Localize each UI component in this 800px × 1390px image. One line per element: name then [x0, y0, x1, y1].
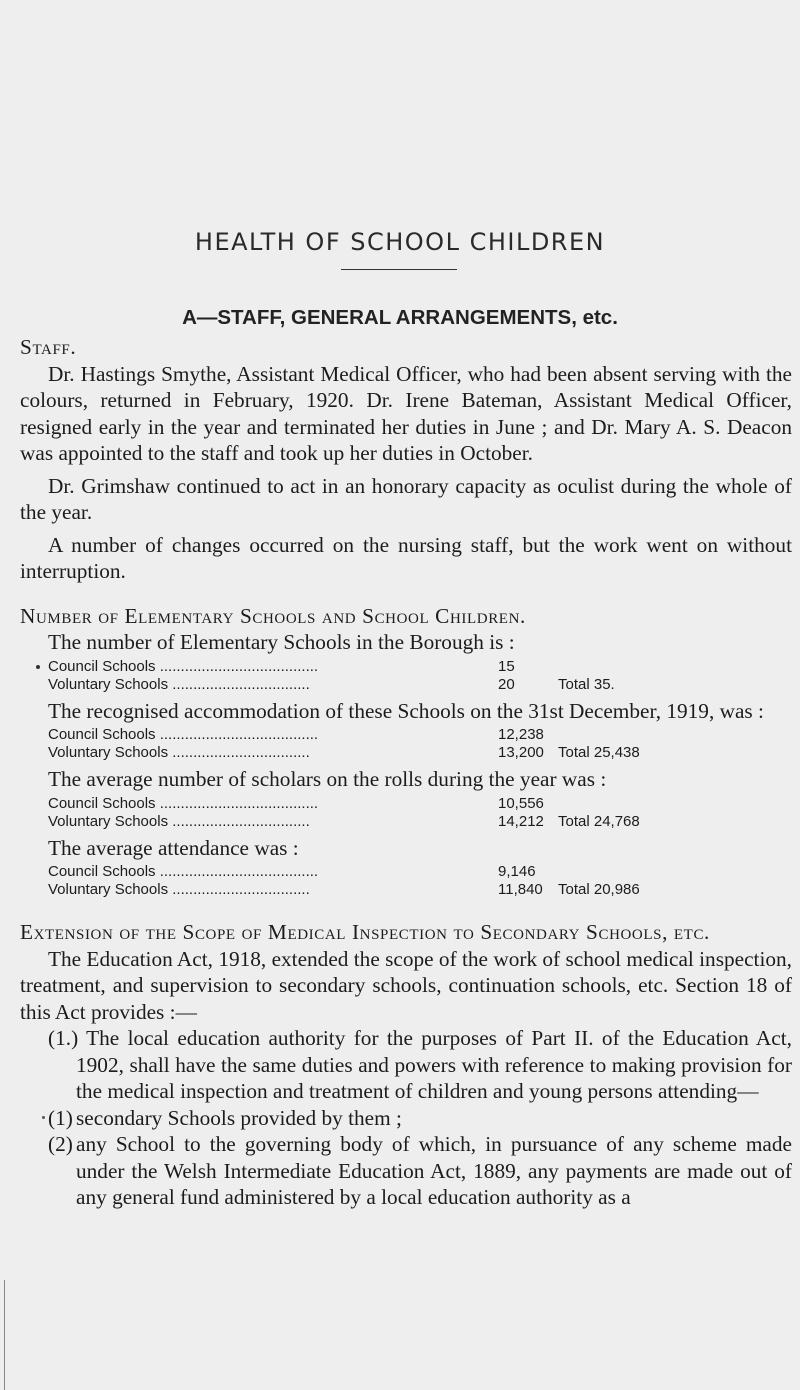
row-label: Council Schools ......................................	[48, 657, 319, 675]
extension-paragraph: The Education Act, 1918, extended the scope of the work of school medical inspection, treatment, and supervision to secondary schools, continuation schools, etc. Section 18 of this Act provides :—	[20, 946, 792, 1024]
row-total: Total 24,768	[558, 812, 640, 830]
row-label: Council Schools ......................................	[48, 794, 319, 812]
row-value: 20	[498, 675, 515, 693]
numbers-heading: Number of Elementary Schools and School Children.	[20, 603, 526, 628]
table-row	[20, 658, 792, 676]
row-value: 11,840	[498, 881, 543, 898]
stray-mark	[42, 1116, 45, 1119]
clause-item: (1.) The local education authority for the purposes of Part II. of the Education Act, 1902, shall have the same duties and powers with reference to making provision for the medical inspection and treatment of children and young persons attending—	[48, 1026, 792, 1103]
scan-edge-mark	[4, 1280, 5, 1390]
table-row	[20, 881, 792, 899]
table-row	[20, 726, 792, 744]
staff-heading: Staff.	[20, 335, 77, 359]
table-row	[20, 863, 792, 881]
block-intro: The average attendance was :	[48, 835, 299, 860]
schools-count-table	[20, 658, 792, 694]
sub-clause-item	[20, 1105, 792, 1132]
scholars-on-rolls-table	[20, 795, 792, 831]
row-total: Total 20,986	[558, 881, 640, 898]
body-text	[20, 334, 792, 1211]
row-label: Voluntary Schools .................................	[48, 744, 310, 761]
sub-clause-item	[20, 1131, 792, 1211]
row-total: Total 25,438	[558, 744, 640, 761]
row-label: Voluntary Schools .................................	[48, 812, 310, 830]
row-value: 13,200	[498, 744, 544, 761]
row-value: 10,556	[498, 794, 544, 812]
staff-paragraph: Dr. Grimshaw continued to act in an honorary capacity as oculist during the whole of the year.	[20, 473, 792, 524]
table-row	[20, 813, 792, 831]
stray-mark	[36, 665, 40, 669]
staff-paragraph: A number of changes occurred on the nursing staff, but the work went on without interruption.	[20, 532, 792, 583]
attendance-table	[20, 863, 792, 899]
table-row	[20, 744, 792, 762]
block-intro: The number of Elementary Schools in the Borough is :	[48, 630, 515, 654]
staff-paragraph: Dr. Hastings Smythe, Assistant Medical Officer, who had been absent serving with the colours, returned in February, 1920. Dr. Irene Bateman, Assistant Medical Officer, resigned early in the year and terminated her duties in June ; and Dr. Mary A. S. Deacon was appointed to the staff and took up her duties in October.	[20, 361, 792, 465]
document-title: HEALTH OF SCHOOL CHILDREN	[194, 228, 606, 256]
row-label: Council Schools ......................................	[48, 726, 319, 743]
row-label: Voluntary Schools .................................	[48, 881, 310, 898]
section-heading: A—STAFF, GENERAL ARRANGEMENTS, etc.	[182, 306, 618, 329]
row-label: Voluntary Schools .................................	[48, 675, 310, 693]
row-value: 14,212	[498, 812, 544, 830]
row-total: Total 35.	[558, 675, 615, 693]
block-intro: The average number of scholars on the rolls during the year was :	[48, 767, 607, 791]
sub-clause-number: (1)	[48, 1105, 73, 1130]
row-value: 15	[498, 657, 515, 675]
row-value: 9,146	[498, 863, 536, 880]
table-row	[20, 676, 792, 694]
row-value: 12,238	[498, 726, 544, 743]
sub-clause-text: any School to the governing body of which, in pursuance of any scheme made under the Welsh Intermediate Education Act, 1889, any payments are made out of any general fund administered by a local education authority as a	[76, 1132, 792, 1209]
accommodation-table	[20, 726, 792, 762]
sub-clause-text: secondary Schools provided by them ;	[76, 1105, 402, 1130]
sub-clause-number: (2)	[48, 1132, 73, 1156]
row-label: Council Schools ......................................	[48, 863, 319, 880]
table-row	[20, 795, 792, 813]
block-intro: The recognised accommodation of these Schools on the 31st December, 1919, was :	[48, 698, 764, 723]
title-divider	[341, 269, 457, 270]
extension-heading: Extension of the Scope of Medical Inspection to Secondary Schools, etc.	[20, 920, 710, 944]
